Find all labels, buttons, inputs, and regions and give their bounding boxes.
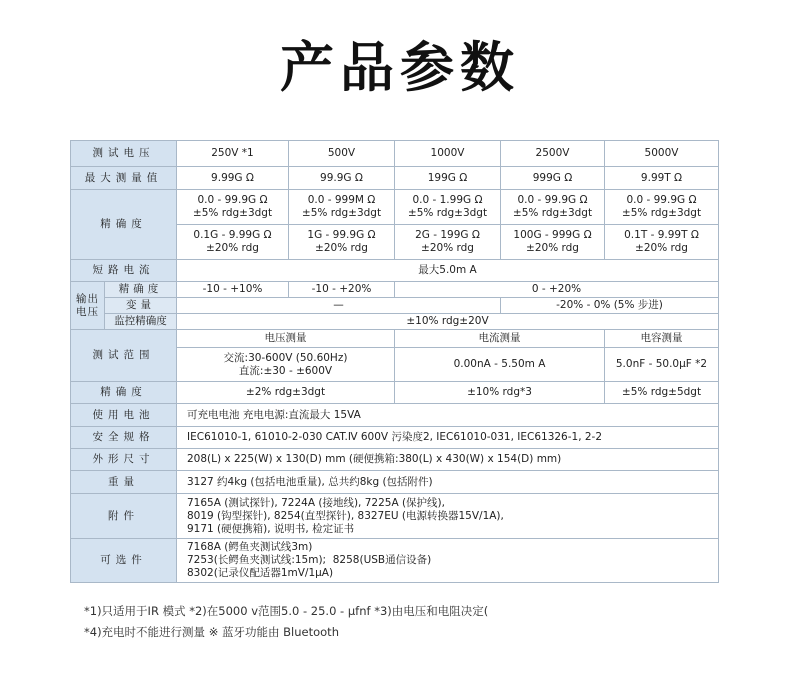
cell: 最大5.0m A	[177, 260, 719, 282]
footnote: *1)只适用于IR 模式 *2)在5000 v范围5.0 - 25.0 - μfnf *3)由电压和电阻决定(	[84, 604, 489, 618]
table-row	[71, 449, 719, 471]
row-label: 测试范围	[71, 330, 177, 382]
cell: 250V *1	[177, 141, 289, 167]
cell: 0.00nA - 5.50m A	[395, 348, 605, 382]
table-row	[71, 282, 719, 298]
row-label: 使用电池	[71, 404, 177, 427]
cell: 0.0 - 999M Ω ±5% rdg±3dgt	[289, 190, 395, 225]
cell: 0.0 - 99.9G Ω ±5% rdg±3dgt	[177, 190, 289, 225]
column-header: 电压测量	[177, 330, 395, 348]
row-sublabel: 监控精确度	[105, 314, 177, 330]
cell: 199G Ω	[395, 167, 501, 190]
table-row	[71, 314, 719, 330]
cell: 999G Ω	[501, 167, 605, 190]
cell: 100G - 999G Ω ±20% rdg	[501, 225, 605, 260]
cell: 0.0 - 99.9G Ω ±5% rdg±3dgt	[605, 190, 719, 225]
table-row	[71, 260, 719, 282]
row-label: 可选件	[71, 539, 177, 583]
row-sublabel: 变量	[105, 298, 177, 314]
cell: 0.1G - 9.99G Ω ±20% rdg	[177, 225, 289, 260]
row-label: 输出 电压	[71, 282, 105, 330]
cell: ±10% rdg±20V	[177, 314, 719, 330]
cell: ±2% rdg±3dgt	[177, 382, 395, 404]
cell: 2G - 199G Ω ±20% rdg	[395, 225, 501, 260]
row-label: 测试电压	[71, 141, 177, 167]
row-label: 短路电流	[71, 260, 177, 282]
row-sublabel: 精确度	[105, 282, 177, 298]
cell: 5.0nF - 50.0μF *2	[605, 348, 719, 382]
row-label: 最大测量值	[71, 167, 177, 190]
cell: 2500V	[501, 141, 605, 167]
cell: -20% - 0% (5% 步进)	[501, 298, 719, 314]
row-label: 精确度	[71, 382, 177, 404]
cell: 7168A (鳄鱼夹测试线3m) 7253(长鳄鱼夹测试线:15m); 8258(USB通信设备) 8302(记录仪配适器1mV/1μA)	[177, 539, 719, 583]
cell: 99.9G Ω	[289, 167, 395, 190]
cell: 0.0 - 1.99G Ω ±5% rdg±3dgt	[395, 190, 501, 225]
cell: —	[177, 298, 501, 314]
column-header: 电流测量	[395, 330, 605, 348]
cell: 1000V	[395, 141, 501, 167]
row-label: 重量	[71, 471, 177, 494]
row-label: 外形尺寸	[71, 449, 177, 471]
cell: 500V	[289, 141, 395, 167]
cell: 交流:30-600V (50.60Hz) 直流:±30 - ±600V	[177, 348, 395, 382]
page-title: 产品参数	[280, 36, 520, 99]
row-label: 附件	[71, 494, 177, 539]
cell: IEC61010-1, 61010-2-030 CAT.Ⅳ 600V 污染度2, IEC61010-031, IEC61326-1, 2-2	[177, 427, 719, 449]
cell: 208(L) x 225(W) x 130(D) mm (硬便携箱:380(L) x 430(W) x 154(D) mm)	[177, 449, 719, 471]
table-row	[71, 494, 719, 539]
cell: 9.99G Ω	[177, 167, 289, 190]
table-row	[71, 330, 719, 348]
table-row	[71, 382, 719, 404]
cell: 1G - 99.9G Ω ±20% rdg	[289, 225, 395, 260]
cell: ±10% rdg*3	[395, 382, 605, 404]
cell: 0 - +20%	[395, 282, 719, 298]
table-row	[71, 298, 719, 314]
table-row	[71, 190, 719, 225]
table-row	[71, 539, 719, 583]
cell: 3127 约4kg (包括电池重量), 总共约8kg (包括附件)	[177, 471, 719, 494]
footnote: *4)充电时不能进行测量 ※ 蓝牙功能由 Bluetooth	[84, 625, 339, 639]
cell: -10 - +10%	[177, 282, 289, 298]
spec-table	[70, 140, 719, 583]
row-label: 精确度	[71, 190, 177, 260]
cell: 0.0 - 99.9G Ω ±5% rdg±3dgt	[501, 190, 605, 225]
cell: 可充电电池 充电电源:直流最大 15VA	[177, 404, 719, 427]
cell: 0.1T - 9.99T Ω ±20% rdg	[605, 225, 719, 260]
table-row	[71, 167, 719, 190]
row-label: 安全规格	[71, 427, 177, 449]
table-row	[71, 471, 719, 494]
column-header: 电容测量	[605, 330, 719, 348]
cell: ±5% rdg±5dgt	[605, 382, 719, 404]
cell: 5000V	[605, 141, 719, 167]
table-row	[71, 141, 719, 167]
table-row	[71, 427, 719, 449]
cell: 9.99T Ω	[605, 167, 719, 190]
table-row	[71, 404, 719, 427]
cell: 7165A (测试探针), 7224A (接地线), 7225A (保护线), 8019 (钩型探针), 8254(直型探针), 8327EU (电源转换器15V/1A), 9171 (硬便携箱), 说明书, 检定证书	[177, 494, 719, 539]
cell: -10 - +20%	[289, 282, 395, 298]
